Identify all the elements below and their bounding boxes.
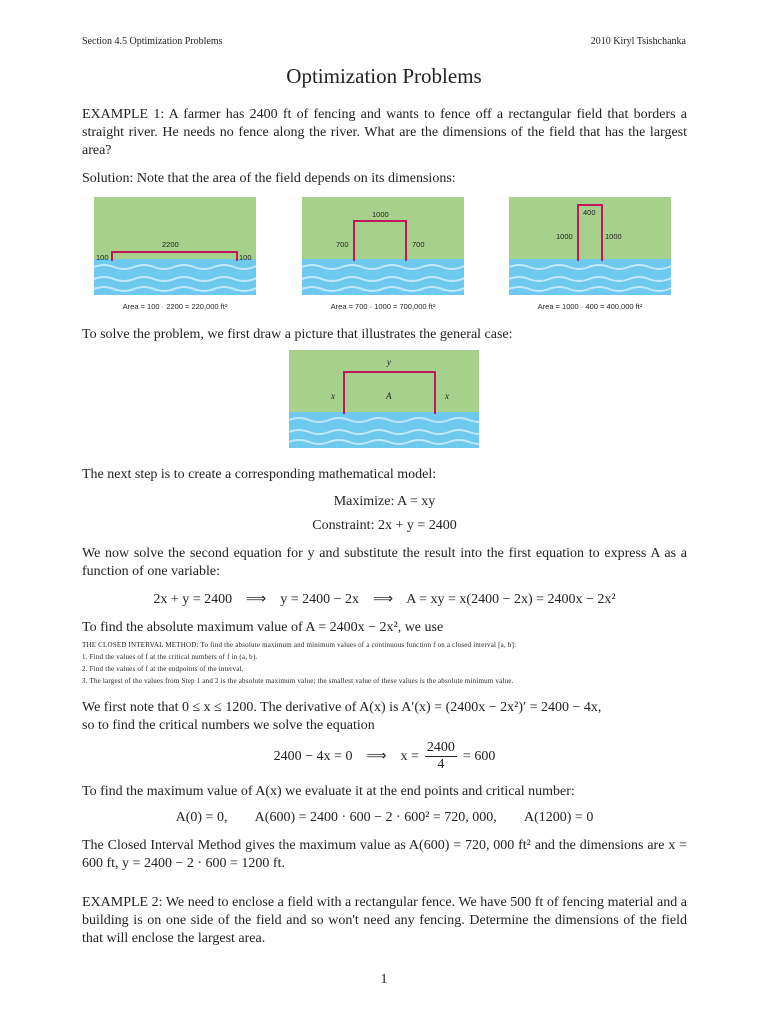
- diagram3-side2-label: 1000: [605, 232, 622, 241]
- solve-text: We now solve the second equation for y and substitute the result into the first equation to express A as a function of one variable:: [82, 546, 687, 579]
- diagram3-caption: Area = 1000 · 400 = 400,000 ft²: [537, 302, 643, 311]
- closed-interval-step2: 2. Find the values of f at the endpoints of the interval.: [82, 665, 244, 673]
- critical-eq-right: = 600: [462, 748, 496, 764]
- field-diagram-3: [509, 197, 671, 295]
- evaluate-equation: A(0) = 0, A(600) = 2400 · 600 − 2 · 600² = 720, 000, A(1200) = 0: [175, 810, 594, 825]
- conclusion-text: The Closed Interval Method gives the maximum value as A(600) = 720, 000 ft² and the dimensions are x = 600 ft, y = 2400 − 2 · 600 = 1200 ft.: [82, 838, 687, 871]
- diagram1-side-label: 100: [96, 253, 109, 262]
- example2-text: EXAMPLE 2: We need to enclose a field with a rectangular fence. We have 500 ft of fencing material and a building is on one side of the field and so won't need any fencing. Determine the dimensions of the field that will enclose the largest area.: [82, 895, 687, 946]
- solve-equation: 2x + y = 2400 ⟹ y = 2400 − 2x ⟹ A = xy = x(2400 − 2x) = 2400x − 2x²: [153, 592, 616, 607]
- diagram3-top-label: 400: [583, 208, 596, 217]
- page-title: Optimization Problems: [286, 64, 482, 88]
- diagram2-top-label: 1000: [372, 210, 389, 219]
- fraction-numerator: 2400: [426, 740, 455, 755]
- model-maximize: Maximize: A = xy: [333, 494, 436, 509]
- general-field-diagram: [289, 350, 479, 448]
- example1-text: EXAMPLE 1: A farmer has 2400 ft of fencing and wants to fence off a rectangular field that borders a straight river. He needs no fence along the river. What are the dimensions of the field that has the largest area?: [82, 107, 687, 158]
- evaluate-text: To find the maximum value of A(x) we evaluate it at the end points and critical number:: [82, 784, 575, 799]
- diagram2-side-label: 700: [336, 240, 349, 249]
- diagram1-side2-label: 100: [239, 253, 252, 262]
- fraction: [425, 740, 457, 773]
- model-intro: The next step is to create a corresponding mathematical model:: [82, 467, 437, 482]
- model-constraint: Constraint: 2x + y = 2400: [312, 518, 457, 533]
- derivative-line1: We first note that 0 ≤ x ≤ 1200. The derivative of A(x) is A′(x) = (2400x − 2x²)′ = 2400 − 4x,: [82, 700, 602, 715]
- critical-eq-left: 2400 − 4x = 0 ⟹ x =: [273, 749, 419, 764]
- general-x-label-right: x: [445, 391, 449, 401]
- field-diagram-2: [302, 197, 464, 295]
- absmax-text: To find the absolute maximum value of A = 2400x − 2x², we use: [82, 620, 444, 635]
- diagram1-caption: Area = 100 · 2200 = 220,000 ft²: [122, 302, 228, 311]
- diagram2-side2-label: 700: [412, 240, 425, 249]
- closed-interval-step1: 1. Find the values of f at the critical numbers of f in (a, b).: [82, 653, 258, 661]
- general-y-label: y: [387, 357, 391, 367]
- diagram1-top-label: 2200: [162, 240, 179, 249]
- derivative-line2: so to find the critical numbers we solve the equation: [82, 718, 375, 733]
- diagram3-side-label: 1000: [556, 232, 573, 241]
- field-diagram-1: [94, 197, 256, 295]
- critical-equation: [82, 740, 687, 778]
- closed-interval-step3: 3. The largest of the values from Step 1 and 2 is the absolute maximum value; the smallest value of these values is the absolute minimum value.: [82, 677, 514, 685]
- closed-interval-head: THE CLOSED INTERVAL METHOD: To find the absolute maximum and minimum values of a continuous function f on a closed interval [a, b]:: [82, 641, 517, 649]
- running-header-left: Section 4.5 Optimization Problems: [82, 36, 223, 47]
- general-x-label-left: x: [331, 391, 335, 401]
- page-number: 1: [380, 972, 388, 987]
- general-area-label: A: [386, 391, 392, 401]
- running-header-right: 2010 Kiryl Tsishchanka: [590, 36, 686, 47]
- diagram2-caption: Area = 700 · 1000 = 700,000 ft²: [330, 302, 436, 311]
- solution-text: Solution: Note that the area of the field depends on its dimensions:: [82, 171, 456, 186]
- general-intro: To solve the problem, we first draw a picture that illustrates the general case:: [82, 327, 513, 342]
- fraction-denominator: 4: [437, 757, 445, 772]
